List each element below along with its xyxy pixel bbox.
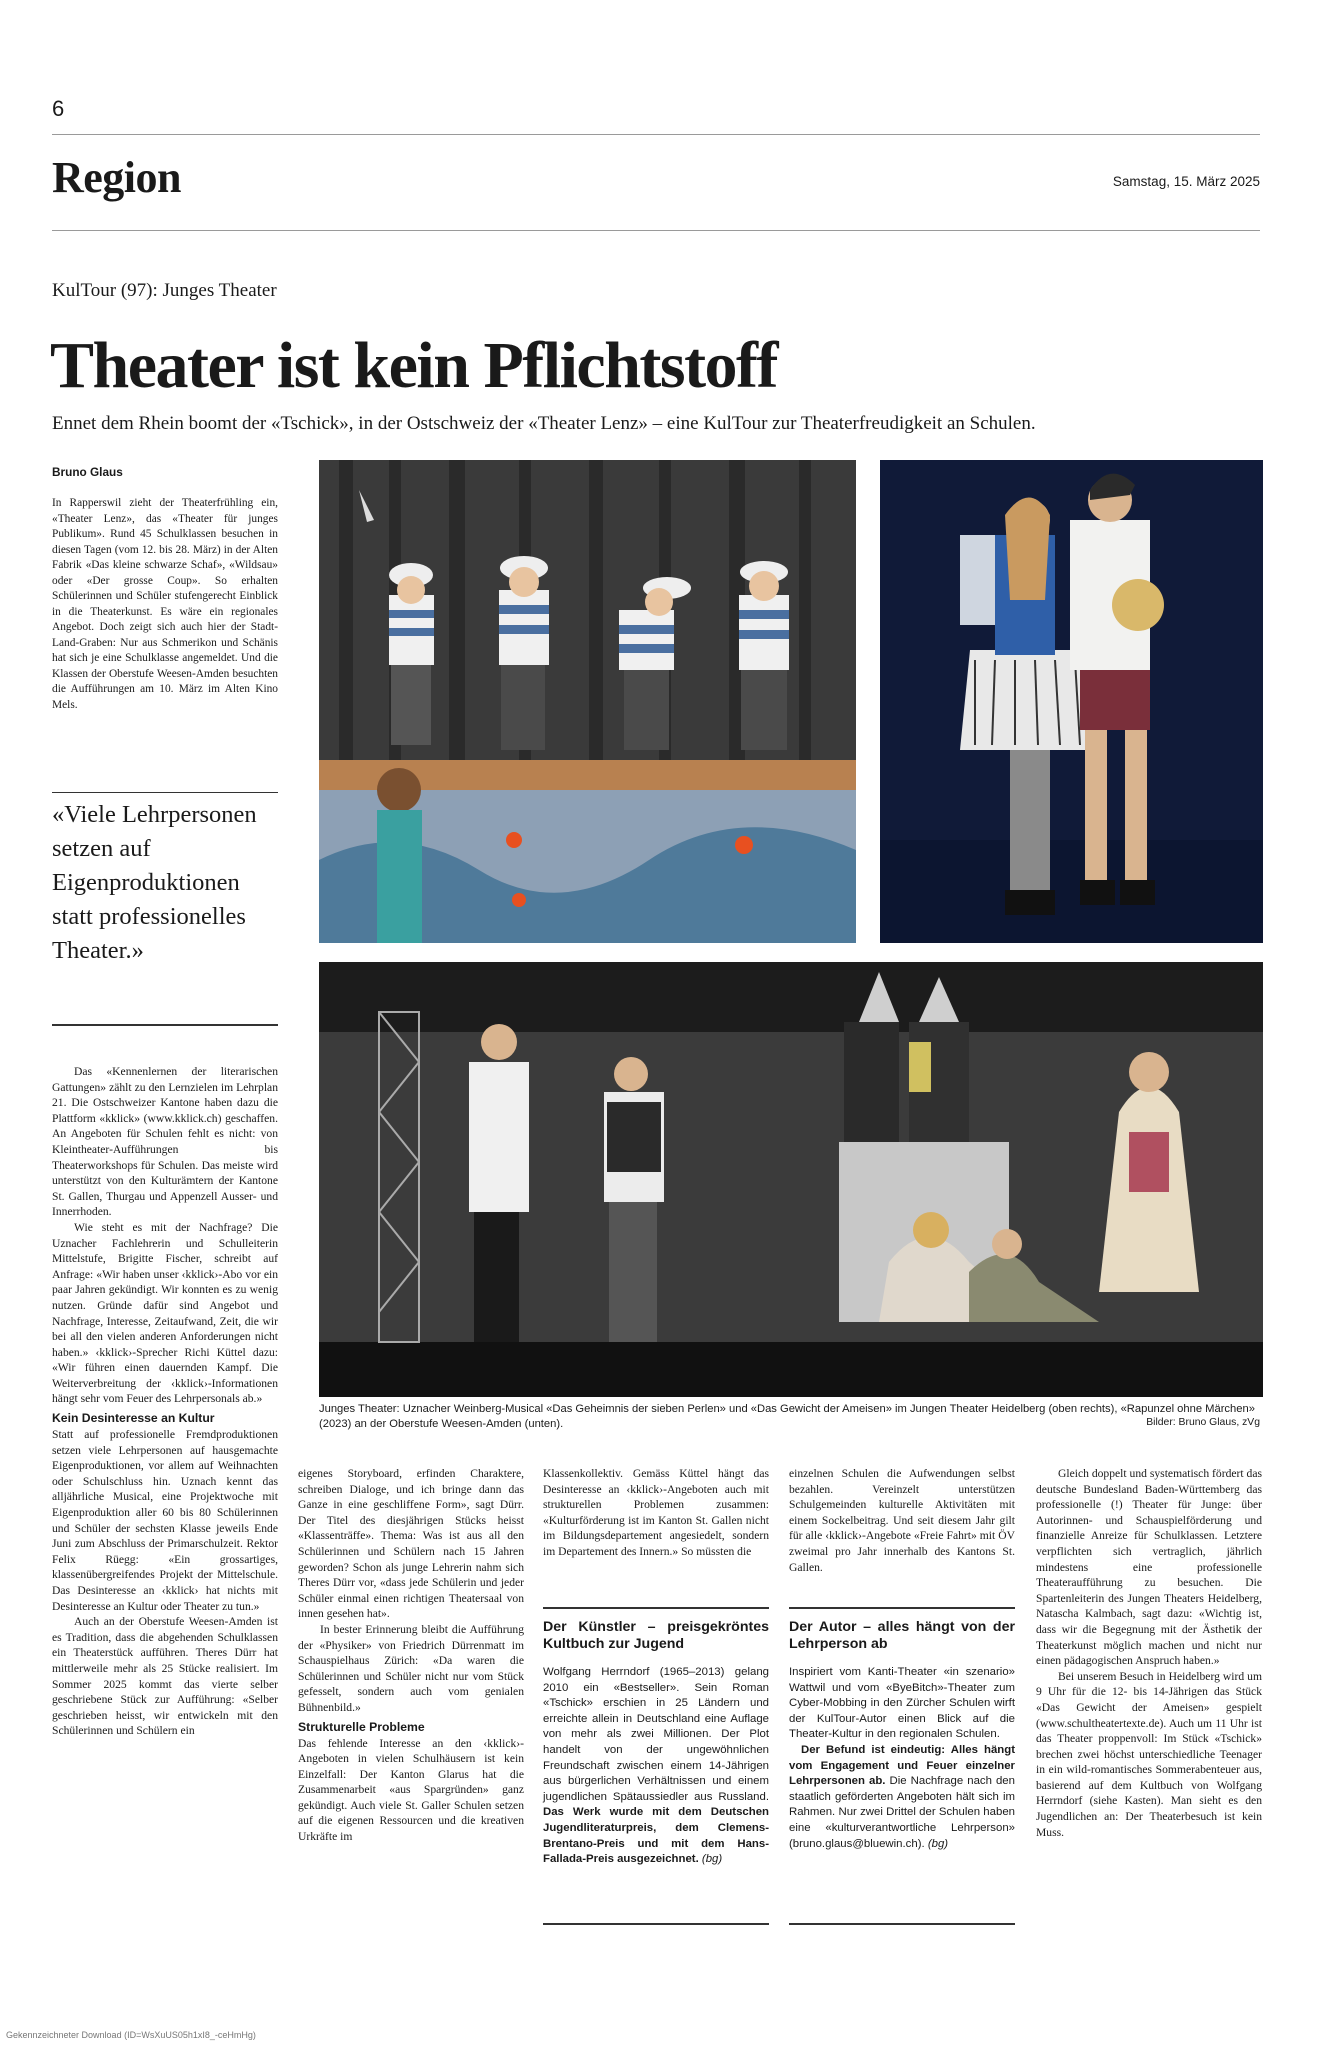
body-column-2 <box>298 1466 524 1845</box>
section-title: Region <box>52 153 181 202</box>
header-rule-top <box>52 134 1260 135</box>
paragraph: Gleich doppelt und systematisch fördert das deutsche Bundesland Baden-Württemberg das professionelle (!) Theater für Junge: über Autorinnen- und Schauspielförderung und finanzielle Anreize für Schulklassen. Letztere verpflichten sich vertraglich, jährlich mindestens eine professionelle Theateraufführung zu besuchen. Die Spartenleiterin des Jungen Theaters Heidelberg, Natascha Kalmbach, sagt dazu: «Wichtig ist, dass wir die Begegnung mit der Ästhetik der Theaterkunst möglich machen und nicht nur einen pädagogischen Anspruch haben.» <box>1036 1467 1262 1668</box>
infobox-autor <box>789 1619 1015 1852</box>
paragraph: In bester Erinnerung bleibt die Aufführung der «Physiker» von Friedrich Dürrenmatt im Schauspielhaus Zürich: «Da waren die Schülerinnen und Schüler nicht nur vom Stück gefesselt, sondern auch vom genialen Bühnenbild.» <box>298 1622 524 1714</box>
photo-gewicht-der-ameisen-image <box>880 460 1263 943</box>
article-kicker: KulTour (97): Junges Theater <box>52 280 277 301</box>
infobox-kuenstler-body: Wolfgang Herrndorf (1965–2013) gelang 2010 ein «Bestseller». Sein Roman «Tschick» erschien in 25 Ländern und erreichte allein in Deutschland eine Auflage von mehr als zwei Millionen. Der Plot handelt von der ungewöhnlichen Freundschaft zwischen einem 14-Jährigen aus bürgerlichen Verhältnissen und einem jugendlichen Spätaussiedler aus Russland. <box>543 1666 769 1803</box>
infobox-autor-text <box>789 1665 1015 1743</box>
photo-weinberg-musical-image <box>319 460 856 943</box>
paragraph: Das «Kennenlernen der literarischen Gattungen» zählt zu den Lernzielen im Lehrplan 21. Die Ostschweizer Kantone haben dazu die Plattform «kklick» (www.kklick.ch) geschaffen. An Angeboten für Schulen fehlt es nicht: von Kleintheater-Aufführungen bis Theaterworkshops für Schulen. Das meiste wird unterstützt von den Kulturämtern der Kantone St. Gallen, Thurgau und Appenzell Ausser- und Innerrhoden. <box>52 1065 278 1219</box>
photo-gewicht-der-ameisen <box>880 460 1263 943</box>
infobox-autor-text-2 <box>789 1743 1015 1852</box>
pullquote: «Viele Lehrpersonen setzen auf Eigenproduktionen statt professionelles Theater.» <box>52 801 257 964</box>
article-headline: Theater ist kein Pflichtstoff <box>50 329 778 402</box>
paragraph: Wie steht es mit der Nachfrage? Die Uznacher Fachlehrerin und Schulleiterin Mittelstufe, Brigitte Fischer, schreibt auf Anfrage: «Wir haben unser ‹kklick›-Abo vor ein paar Jahren gekündigt. Wir konnten es zu wenig nutzen. Gründe dafür sind Angebot und Nachfrage, Interesse, Zeitaufwand, Zeit, die wir bei all den vielen anderen Anforderungen nicht haben.» ‹kklick›-Sprecher Richi Küttel dazu: «Wir führen einen dauernden Kampf. Die Weiterverbreitung der ‹kklick›-Informationen hängt sehr vom Feuer des Lehrpersonals ab.» <box>52 1220 278 1406</box>
infobox-autor-bold: Der Befund ist eindeutig: Alles hängt vom Engagement und Feuer einzelner Lehrpersonen ab. <box>789 1743 1015 1788</box>
box1-rule-bottom <box>543 1923 769 1925</box>
infobox-kuenstler-text <box>543 1665 769 1868</box>
issue-date: Samstag, 15. März 2025 <box>1112 174 1260 189</box>
subheading-strukturelle-probleme: Strukturelle Probleme <box>298 1719 425 1734</box>
photo-rapunzel-ohne-maerchen-image <box>319 962 1263 1397</box>
body-column-4 <box>789 1466 1015 1575</box>
paragraph: Bei unserem Besuch in Heidelberg wird um 9 Uhr für die 12- bis 14-Jährigen das Stück «Das Gewicht der Ameisen» gespielt (www.schultheatertexte.de). Auch um 11 Uhr ist das Theater proppenvoll: Im Stück «Tschick» brechen zwei höchst unterschiedliche Teenager in ein wild-romantisches Sommerabenteuer aus, basierend auf dem Kultbuch von Wolfgang Herrndorf (siehe Kasten). Man sieht es den Jugendlichen an: Der Theaterbesuch ist kein Muss. <box>1036 1669 1262 1839</box>
photo-weinberg-musical <box>319 460 856 943</box>
infobox-kuenstler-bold: Das Werk wurde mit dem Deutschen Jugendliteraturpreis, dem Clemens-Brentano-Preis und mit dem Hans-Fallada-Preis ausgezeichnet. <box>543 1806 769 1866</box>
pullquote-rule-top <box>52 792 278 793</box>
box2-rule-bottom <box>789 1923 1015 1925</box>
intro-paragraph: In Rapperswil zieht der Theaterfrühling ein, «Theater Lenz», das «Theater für junges Publikum». Rund 45 Schulklassen besuchen in diesen Tagen (vom 12. bis 28. März) in der Alten Fabrik «Das kleine schwarze Schaf», «Wildsau» oder «Der grosse Coup». So erhalten Schülerinnen und Schüler stufengerecht Einblick in die Theaterkunst. Es wäre ein regionales Angebot. Doch zeigt sich auch hier der Stadt-Land-Graben: Nur aus Schmerikon und Schänis hat sich je eine Schulklasse angemeldet. Und die Klassen der Oberstufe Weesen-Amden besuchten die Aufführungen am 10. März im Alten Kino Mels. <box>52 497 278 711</box>
pullquote-rule-bottom <box>52 1024 278 1026</box>
page-number: 6 <box>52 96 65 121</box>
infobox-kuenstler-tag: (bg) <box>701 1853 723 1866</box>
header-rule-bottom <box>52 230 1260 231</box>
article-lead: Ennet dem Rhein boomt der «Tschick», in der Ostschweiz der «Theater Lenz» – eine KulTour zur Theaterfreudigkeit an Schulen. <box>52 413 1036 434</box>
download-note: Gekennzeichneter Download (ID=WsXuUS05h1xI8_-ceHmHg) <box>6 2030 256 2040</box>
photo-rapunzel-ohne-maerchen <box>319 962 1263 1397</box>
subheading-kein-desinteresse: Kein Desinteresse an Kultur <box>52 1411 215 1426</box>
infobox-kuenstler <box>543 1619 769 1868</box>
paragraph: Auch an der Oberstufe Weesen-Amden ist es Tradition, dass die abgehenden Schulklassen ein Theaterstück aufführen. Theres Dürr hat mittlerweile mehr als 25 Stücke realisiert. Im Sommer 2025 kommt das vierte selber geschriebene Stück zur Aufführung: «Selber geschrieben heisst, wir entwickeln mit den Schülerinnen und Schülern ein <box>52 1615 278 1738</box>
infobox-autor-body: Inspiriert vom Kanti-Theater «in szenario» Wattwil und vom «ByeBitch»-Theater zum Cyber-Mobbing in den Zürcher Schulen wirft der KulTour-Autor einen Blick auf die Theater-Kultur in den regionalen Schulen. <box>789 1666 1015 1741</box>
photo-caption: Junges Theater: Uznacher Weinberg-Musical «Das Geheimnis der sieben Perlen» und «Das Gewicht der Ameisen» im Jungen Theater Heidelberg (oben rechts), «Rapunzel ohne Märchen» (2023) an der Oberstufe Weesen-Amden (unten). <box>319 1403 1255 1430</box>
infobox-kuenstler-title: Der Künstler – preisgekröntes Kultbuch zur Jugend <box>543 1619 769 1652</box>
photo-credit: Bilder: Bruno Glaus, zVg <box>1146 1417 1260 1428</box>
paragraph: Das fehlende Interesse an den ‹kklick›-Angeboten in vielen Schulhäusern ist kein Einzelfall: Der Kanton Glarus hat die Zusammenarbeit «aus Spargründen» ganz gekündigt. Auch viele St. Galler Schulen setzen auf die eigenen Ressourcen und die kreativen Urkräfte im <box>298 1736 524 1844</box>
body-column-1 <box>52 1064 278 1739</box>
paragraph: Statt auf professionelle Fremdproduktionen setzen viele Lehrpersonen auf hausgemachte Eigenproduktionen, vor allem auf Weihnachten oder Schulschluss hin. Uznach kennt das alljährliche Musical, eine Projektwoche mit Eigenproduktion aller 60 bis 80 Schülerinnen und Schüler der sechsten Klasse jeweils Ende Juni zum Abschluss der Primarschulzeit. Rektor Felix Rüegg: «Ein grossartiges, klassenübergreifendes Projekt der Mittelschule. Das Desinteresse an ‹kklick› hat nichts mit Desinteresse an Kultur oder Theater zu tun.» <box>52 1428 278 1613</box>
author-byline: Bruno Glaus <box>52 465 123 479</box>
infobox-autor-tag: (bg) <box>927 1837 949 1850</box>
paragraph: eigenes Storyboard, erfinden Charaktere, schreiben Dialoge, und ich bringe dann das Ganze in eine geschliffene Form», sagt Dürr. Der Titel des diesjährigen Stücks heisst «Klassenträffe». Thema: Was ist aus all den Schülerinnen und Schülern nach 15 Jahren geworden? Schon als junge Lehrerin nahm sich Theres Dürr vor, «dass jede Schülerin und jeder Schüler einmal einen richtigen Theatersaal von innen gesehen hat». <box>298 1467 524 1621</box>
infobox-autor-body-2: Die Nachfrage nach den staatlich geförderten Angeboten hält sich im Rahmen. Nur zwei Drittel der Schulen haben eine «kulturverantwortliche Lehrperson» (bruno.glaus@bluewin.ch). <box>789 1775 1015 1850</box>
box2-rule-top <box>789 1607 1015 1609</box>
body-column-3 <box>543 1466 769 1560</box>
infobox-autor-title: Der Autor – alles hängt von der Lehrperson ab <box>789 1619 1015 1652</box>
body-column-5 <box>1036 1466 1262 1840</box>
box1-rule-top <box>543 1607 769 1609</box>
intro-text <box>52 496 278 713</box>
paragraph: einzelnen Schulen die Aufwendungen selbst bezahlen. Vereinzelt unterstützen Schulgemeinden kulturelle Aktivitäten mit einem Sockelbeitrag. Und seit diesem Jahr gilt für alle ‹kklick›-Angebote «Freie Fahrt» mit ÖV zweimal pro Jahr innerhalb des Kantons St. Gallen. <box>789 1467 1015 1574</box>
paragraph: Klassenkollektiv. Gemäss Küttel hängt das Desinteresse an ‹kklick›-Angeboten auch mit strukturellen Problemen zusammen: «Kulturförderung ist im Kanton St. Gallen nicht im Bildungsdepartement angesiedelt, sondern im Departement des Innern.» So müssten die <box>543 1467 769 1558</box>
